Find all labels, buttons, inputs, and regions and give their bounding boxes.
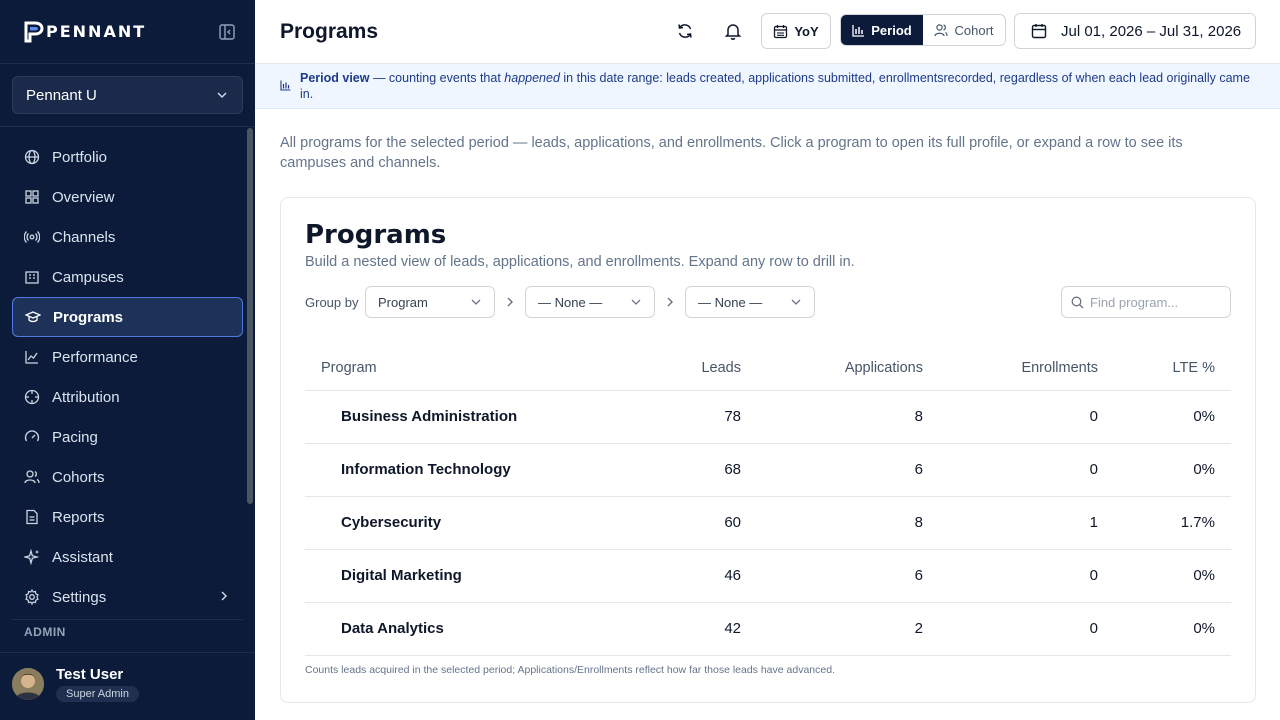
enrollments-cell: 0	[939, 443, 1114, 496]
page-title: Programs	[280, 19, 379, 43]
top-bar	[255, 0, 1280, 64]
brand-name: PENNANT	[46, 22, 147, 41]
calendar-icon	[1031, 23, 1047, 39]
divider	[0, 652, 255, 653]
select-value: — None —	[698, 294, 763, 310]
sidebar-item-label: Performance	[52, 348, 138, 366]
leads-cell: 78	[605, 390, 757, 443]
program-name[interactable]: Information Technology	[305, 443, 605, 496]
search-input[interactable]	[1090, 295, 1220, 310]
period-toggle[interactable]	[841, 15, 923, 45]
bell-icon[interactable]	[724, 22, 742, 40]
cohort-label: Cohort	[954, 22, 994, 38]
gauge-icon	[24, 429, 40, 445]
page-description: All programs for the selected period — leads, applications, and enrollments. Click a program to open its full profile, or expand a row to see its campuses and channels.	[280, 135, 1183, 171]
lte-cell: 1.7%	[1114, 496, 1231, 549]
program-name[interactable]: Business Administration	[305, 390, 605, 443]
view-mode-toggle	[840, 14, 1006, 46]
sidebar-item-assistant[interactable]	[12, 537, 243, 577]
enrollments-cell: 0	[939, 390, 1114, 443]
sidebar-item-attribution[interactable]	[12, 377, 243, 417]
lte-cell: 0%	[1114, 443, 1231, 496]
crosshair-icon	[24, 389, 40, 405]
banner-emphasis: happened	[504, 71, 560, 85]
org-select-value: Pennant U	[26, 86, 97, 104]
sidebar-item-reports[interactable]	[12, 497, 243, 537]
grid-icon	[24, 189, 40, 205]
yoy-button[interactable]	[761, 13, 831, 49]
chevron-right-icon	[219, 590, 229, 602]
building-icon	[24, 269, 40, 285]
group-level-2-select[interactable]	[525, 286, 655, 318]
sidebar-item-label: Portfolio	[52, 148, 108, 166]
sidebar-item-label: Cohorts	[52, 468, 105, 486]
find-program-search	[1061, 286, 1231, 318]
sidebar-item-portfolio[interactable]	[12, 137, 243, 177]
banner-text: — counting events that	[369, 71, 505, 85]
enrollments-cell: 0	[939, 602, 1114, 655]
sidebar-item-performance[interactable]	[12, 337, 243, 377]
applications-cell: 8	[757, 496, 939, 549]
sidebar-item-label: Reports	[52, 508, 105, 526]
program-name[interactable]: Digital Marketing	[305, 549, 605, 602]
banner-title: Period view	[300, 71, 370, 85]
lte-cell: 0%	[1114, 390, 1231, 443]
line-chart-icon	[24, 349, 40, 365]
sidebar-item-overview[interactable]	[12, 177, 243, 217]
leads-cell: 42	[605, 602, 757, 655]
group-by-label: Group by	[305, 295, 359, 310]
sidebar-item-label: Campuses	[52, 268, 124, 286]
column-header-program[interactable]: Program	[305, 346, 605, 390]
group-level-1-select[interactable]	[365, 286, 495, 318]
select-value: Program	[378, 294, 428, 310]
column-header-leads[interactable]: Leads	[605, 346, 757, 390]
leads-cell: 46	[605, 549, 757, 602]
banner-text: in this date range: leads created, applications submitted, enrollmentsrecorded, regardless of when each lead originally came in.	[300, 71, 1250, 101]
sidebar-item-label: Pacing	[52, 428, 98, 446]
pennant-logo-icon	[24, 21, 44, 43]
sidebar-item-pacing[interactable]	[12, 417, 243, 457]
applications-cell: 8	[757, 390, 939, 443]
enrollments-cell: 1	[939, 496, 1114, 549]
sidebar-scrollbar[interactable]	[247, 128, 253, 504]
card-subtitle: Build a nested view of leads, applications, and enrollments. Expand any row to drill in.	[305, 254, 855, 270]
sidebar-nav	[12, 137, 243, 617]
enrollments-cell: 0	[939, 549, 1114, 602]
avatar	[12, 668, 44, 700]
sidebar	[0, 0, 255, 720]
sidebar-item-label: Attribution	[52, 388, 120, 406]
cohort-toggle[interactable]	[923, 15, 1005, 45]
sidebar-item-label: Programs	[53, 308, 124, 326]
divider	[0, 126, 255, 127]
chevron-down-icon	[630, 296, 642, 308]
applications-cell: 6	[757, 443, 939, 496]
column-header-lte[interactable]: LTE %	[1114, 346, 1231, 390]
sidebar-item-cohorts[interactable]	[12, 457, 243, 497]
user-profile[interactable]	[12, 666, 139, 702]
group-level-3-select[interactable]	[685, 286, 815, 318]
program-name[interactable]: Data Analytics	[305, 602, 605, 655]
period-label: Period	[871, 22, 912, 38]
period-view-banner	[255, 64, 1280, 109]
refresh-icon[interactable]	[676, 22, 694, 40]
table-row[interactable]	[305, 443, 1231, 496]
sidebar-item-label: Assistant	[52, 548, 113, 566]
table-row[interactable]	[305, 390, 1231, 443]
chevron-right-icon	[505, 296, 515, 308]
chevron-right-icon	[665, 296, 675, 308]
chevron-down-icon	[470, 296, 482, 308]
yoy-label: YoY	[794, 23, 819, 39]
sidebar-item-label: Channels	[52, 228, 116, 246]
sidebar-item-channels[interactable]	[12, 217, 243, 257]
file-icon	[24, 509, 40, 525]
column-header-applications[interactable]: Applications	[757, 346, 939, 390]
divider	[12, 619, 243, 620]
graduation-cap-icon	[25, 309, 41, 325]
sparkles-icon	[24, 549, 40, 565]
date-range-value: Jul 01, 2026 – Jul 31, 2026	[1061, 22, 1242, 40]
bar-chart-icon	[852, 24, 865, 37]
card-title: Programs	[305, 220, 447, 250]
search-icon	[1071, 296, 1084, 309]
program-name[interactable]: Cybersecurity	[305, 496, 605, 549]
main-content	[255, 0, 1280, 720]
sidebar-item-programs[interactable]	[12, 297, 243, 337]
bar-chart-icon	[280, 80, 291, 91]
applications-cell: 2	[757, 602, 939, 655]
sidebar-item-settings[interactable]	[12, 577, 243, 617]
org-select[interactable]	[12, 76, 243, 114]
programs-card	[280, 197, 1256, 703]
lte-cell: 0%	[1114, 602, 1231, 655]
chevron-down-icon	[790, 296, 802, 308]
select-value: — None —	[538, 294, 603, 310]
collapse-sidebar-icon[interactable]	[218, 23, 236, 41]
globe-icon	[24, 149, 40, 165]
programs-table	[305, 346, 1231, 656]
leads-cell: 60	[605, 496, 757, 549]
broadcast-icon	[24, 229, 40, 245]
leads-cell: 68	[605, 443, 757, 496]
lte-cell: 0%	[1114, 549, 1231, 602]
table-footnote: Counts leads acquired in the selected period; Applications/Enrollments reflect how far those leads have advanced.	[305, 664, 835, 676]
table-row[interactable]	[305, 602, 1231, 655]
user-role-badge: Super Admin	[56, 686, 139, 702]
applications-cell: 6	[757, 549, 939, 602]
gear-icon	[24, 589, 40, 605]
table-row[interactable]	[305, 549, 1231, 602]
sidebar-item-campuses[interactable]	[12, 257, 243, 297]
users-icon	[24, 469, 40, 485]
sidebar-item-label: Overview	[52, 188, 115, 206]
users-icon	[934, 23, 948, 37]
date-range-picker[interactable]	[1014, 13, 1256, 49]
admin-section-label: ADMIN	[24, 625, 66, 639]
calendar-icon	[773, 24, 788, 39]
table-header-row	[305, 346, 1231, 390]
sidebar-item-label: Settings	[52, 588, 107, 606]
column-header-enrollments[interactable]: Enrollments	[939, 346, 1114, 390]
brand[interactable]	[0, 0, 255, 64]
chevron-down-icon	[216, 89, 228, 101]
table-row[interactable]	[305, 496, 1231, 549]
user-name: Test User	[56, 666, 124, 683]
